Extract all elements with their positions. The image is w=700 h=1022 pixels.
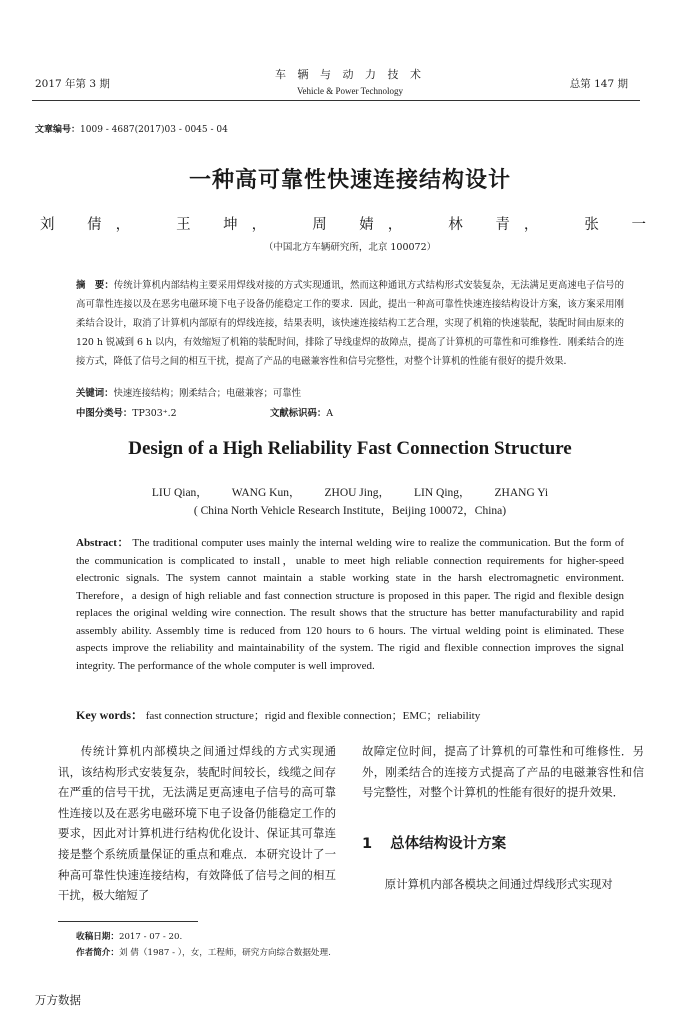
author-en: WANG Kun， (231, 487, 301, 499)
author-cn: 刘 倩， (39, 217, 145, 233)
section-number: 1 (362, 836, 373, 852)
body-left-column: 传统计算机内部模块之间通过焊线的方式实现通讯，该结构形式安装复杂，装配时间较长，线缆之间存在严重的信号干扰，无法满足更高速电子信号的高可靠性连接以及在恶劣电磁环境下电子设备仍能稳定工作的要求，因此对计算机进行结构优化设计、保证其可靠连接是整个系统质量保证的重点和难点．本研究设计了一种高可靠性快速连接结构，有效降低了信号之间的相互干扰，极大缩短了 (58, 744, 336, 903)
paper-title-en: Design of a High Reliability Fast Connection Structure (128, 438, 572, 459)
author-cn: 王 坤， (176, 217, 281, 233)
keywords-en-text: fast connection structure；rigid and flexible connection；EMC；reliability (145, 710, 481, 722)
author-en: LIN Qing， (413, 487, 471, 499)
keywords-cn-label: 关键词： (76, 388, 114, 399)
footnote-received (76, 930, 182, 942)
watermark: 万方数据 (35, 993, 81, 1007)
received-date: 2017 - 07 - 20. (118, 932, 183, 942)
document-code-label: 文献标识码： (270, 408, 327, 419)
abstract-en-label: Abstract： (76, 537, 130, 549)
keywords-en (76, 706, 480, 723)
keywords-en-label: Key words： (76, 708, 143, 722)
paper-title-cn: 一种高可靠性快速连接结构设计 (188, 168, 511, 193)
header-serial: 总第 147 期 (569, 78, 628, 90)
section-title: 总体结构设计方案 (390, 836, 507, 852)
abstract-en-text: The traditional computer uses mainly the internal welding wire to realize the communication. But the form of the communication is complicated to install，unable to meet high reliable connection requirements for higher-speed electronic signals. The system cannot maintain a stable working state in the harsh electromagnetic environment. Therefore，a design of high reliable and fast connection structure is proposed in this paper. The rigid and flexible design replaces the original welding wire connection. The result shows that the structure has better manufacturability and rapid assembly ability. Assembly time is reduced from 120 hours to 6 hours. The virtual welding point is eliminated. These aspects improve the reliability and maintainability of the system. The rigid and flexible connection improves the signal integrity. The performance of the whole computer is well improved. (76, 537, 624, 672)
header-issue: 2017 年第 3 期 (35, 78, 110, 90)
abstract-cn-text: 传统计算机内部结构主要采用焊线对接的方式实现通讯，然而这种通讯方式结构形式安装复杂，无法满足更高速电子信号的高可靠性连接以及在恶劣电磁环境下电子设备仍能稳定工作的要求．因此，提出一种高可靠性快速连接结构设计方案，该方案采用刚柔结合设计，取消了计算机内部原有的焊线连接，结果表明，该快速连接结构工艺合理，实现了机箱的快速装配，装配时间由原来的 120 h 锐减到 6 h 以内，有效缩短了机箱的装配时间，排除了导线虚焊的故障点，提高了计算机的可靠性和可维修性．刚柔结合的连接方式，降低了信号之间的相互干扰，提高了产品的电磁兼容性和信号完整性，对整个计算机的性能有很好的提升效果． (76, 280, 624, 367)
clc-value: TP303⁺.2 (132, 408, 177, 419)
journal-title-cn: 车 辆 与 动 力 技 术 (275, 68, 425, 81)
journal-title (250, 66, 450, 96)
author-cn: 周 婧， (312, 217, 417, 233)
abstract-cn-label: 摘 要： (76, 280, 114, 291)
author-bio: 刘 倩（1987 - ），女，工程师，研究方向综合数据处理. (118, 948, 331, 958)
body-right-column-bottom: 原计算机内部各模块之间通过焊线形式实现对 (384, 877, 613, 891)
body-right-column-top: 故障定位时间，提高了计算机的可靠性和可维修性．另外，刚柔结合的连接方式提高了产品的电磁兼容性和信号完整性，对整个计算机的性能有很好的提升效果． (362, 744, 644, 800)
footnote-divider (58, 921, 198, 922)
authors-en (0, 484, 700, 500)
clc-label: 中图分类号： (76, 408, 133, 419)
article-number-label: 文章编号： (35, 125, 81, 135)
article-number (35, 122, 228, 135)
clc-number (76, 405, 177, 419)
author-en: ZHANG Yi (494, 487, 549, 499)
author-cn: 林 青， (448, 217, 553, 233)
document-code (270, 405, 333, 419)
affiliation-en: ( China North Vehicle Research Institute，Beijing 100072，China) (193, 505, 507, 517)
author-en: LIU Qian， (151, 487, 208, 499)
article-number-value: 1009 - 4687(2017)03 - 0045 - 04 (80, 125, 228, 135)
document-code-value: A (326, 408, 334, 419)
section-heading (362, 832, 524, 853)
keywords-cn (76, 385, 301, 399)
author-en: ZHOU Jing， (324, 487, 390, 499)
author-cn: 张 一 (584, 217, 661, 233)
author-bio-label: 作者简介： (76, 948, 119, 958)
footnote-author (76, 946, 331, 958)
abstract-en (76, 535, 624, 675)
received-label: 收稿日期： (76, 932, 119, 942)
abstract-cn (76, 276, 624, 371)
keywords-cn-text: 快速连接结构；刚柔结合；电磁兼容；可靠性 (113, 388, 302, 399)
affiliation-cn: （中国北方车辆研究所，北京 100072） (263, 242, 437, 253)
authors-cn (0, 213, 700, 234)
journal-title-en: Vehicle & Power Technology (297, 86, 403, 96)
header-divider (32, 100, 640, 101)
